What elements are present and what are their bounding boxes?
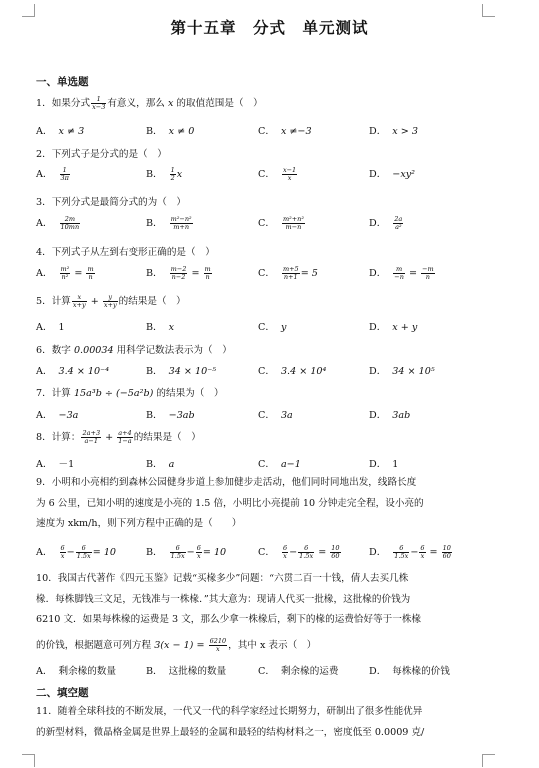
option-d[interactable]: D． 1: [369, 459, 399, 470]
option-a[interactable]: A． −3a: [36, 410, 79, 421]
option-c[interactable]: C． $\frac{x-1}{x}$: [258, 165, 297, 182]
option-a[interactable]: A． 1: [36, 322, 65, 333]
option-b[interactable]: B． $\frac{\text{m²−n²}}{m+n}$: [146, 214, 192, 231]
option-b[interactable]: B． 这批椽的数量: [146, 666, 227, 677]
option-a[interactable]: A． 剩余椽的数量: [36, 666, 117, 677]
option-d[interactable]: D． 3ab: [369, 410, 411, 421]
option-d[interactable]: D． x > 3: [369, 126, 418, 137]
question-9-options: [36, 544, 506, 564]
question-3: 3．下列分式是最简分式的为（ ）: [36, 197, 187, 208]
option-a[interactable]: A． $\frac{2m}{10mn}$: [36, 214, 80, 231]
question-4: 4．下列式子从左到右变形正确的是（ ）: [36, 247, 215, 258]
question-6-options: [36, 363, 506, 383]
question-5: 5．计算 $\frac{x}{x+y}$ + $\frac{y}{x+y}$ 的结果是（ ）: [36, 292, 186, 309]
option-c[interactable]: C． a−1: [258, 459, 301, 470]
option-d[interactable]: D． x + y: [369, 322, 418, 333]
option-d[interactable]: D． −xy²: [369, 169, 416, 180]
option-b[interactable]: B． $\frac{1}{2}$ x: [146, 165, 183, 182]
option-c[interactable]: C． 3a: [258, 410, 293, 421]
option-c[interactable]: C． $\frac{\text{m²+n²}}{m-n}$: [258, 214, 304, 231]
option-a[interactable]: A． $\frac{1}{3\pi}$: [36, 165, 69, 182]
option-a[interactable]: A． $\frac{\text{m²}}{\text{n²}}$ = $\frac{m}{n}$: [36, 264, 94, 281]
option-c[interactable]: C． x ≠−3: [258, 126, 312, 137]
option-c[interactable]: C． 剩余椽的运费: [258, 666, 339, 677]
question-8: 8．计算： $\frac{2a+3}{a-1}$ + $\frac{a+4}{1-a}$ 的结果是（ ）: [36, 428, 201, 445]
option-c[interactable]: C． 3.4 × 10⁴: [258, 366, 327, 377]
question-7-options: [36, 407, 506, 427]
crop-mark-bottom-left: [22, 754, 35, 767]
question-4-options: [36, 265, 506, 285]
section-heading-fill-blank: 二、填空题: [36, 687, 89, 699]
question-1-options: [36, 123, 506, 143]
option-d[interactable]: D． $\frac{6}{1.5x}$ − $\frac{6}{x}$ = $\frac{10}{60}$: [369, 543, 451, 560]
question-6: 6．数字 0.00034 用科学记数法表示为（ ）: [36, 345, 232, 356]
question-2-options: [36, 166, 506, 186]
option-d[interactable]: D． $\frac{2a}{\text{a²}}$: [369, 214, 403, 231]
question-10-options: [36, 663, 506, 683]
page-title: 第十五章 分式 单元测试: [170, 18, 369, 37]
section-heading-single-choice: 一、单选题: [36, 76, 89, 88]
option-b[interactable]: B． $\frac{m-2}{n-2}$ = $\frac{m}{n}$: [146, 264, 211, 281]
option-c[interactable]: C． $\frac{m+5}{n+1}$ = 5: [258, 264, 318, 281]
question-5-options: [36, 319, 506, 339]
option-b[interactable]: B． $\frac{6}{1.5x}$ − $\frac{6}{x}$ = 10: [146, 543, 227, 560]
question-10: 10．我国古代著作《四元玉鉴》记载“买椽多少”问题：“六贯二百一十钱，倩人去买几株 椽．每株脚钱三文足，无钱准与一株椽．”其大意为：现请人代买一批椽，这批椽的价钱为 6210 文．如果每株椽的运费是 3 文，那么少拿一株椽后，剩下的椽的运费恰好等于一株椽: [36, 573, 422, 625]
option-b[interactable]: B． 34 × 10⁻⁵: [146, 366, 217, 377]
option-b[interactable]: B． x ≠ 0: [146, 126, 195, 137]
option-b[interactable]: B． −3ab: [146, 410, 195, 421]
option-a[interactable]: A． －1: [36, 459, 75, 470]
option-b[interactable]: B． x: [146, 322, 175, 333]
option-c[interactable]: C． y: [258, 322, 287, 333]
option-d[interactable]: D． 34 × 10⁵: [369, 366, 435, 377]
option-a[interactable]: A． $\frac{6}{x}$ − $\frac{6}{1.5x}$ = 10: [36, 543, 117, 560]
option-a[interactable]: A． 3.4 × 10⁻⁴: [36, 366, 110, 377]
option-c[interactable]: C． $\frac{6}{x}$ − $\frac{6}{1.5x}$ = $\frac{10}{60}$: [258, 543, 340, 560]
question-2: 2．下列式子是分式的是（ ）: [36, 149, 167, 160]
option-b[interactable]: B． a: [146, 459, 175, 470]
question-3-options: [36, 215, 506, 235]
question-11: 11．随着全球科技的不断发展，一代又一代的科学家经过长期努力，研制出了很多性能优异 的新型材料，微晶格金属是世界上最轻的金属和最轻的结构材料之一，密度低至 0.0009 克/: [36, 706, 425, 738]
question-9: 9．小明和小亮相约到森林公园健身步道上参加健步走活动，他们同时同地出发，线路长度 为 6 公里，已知小明的速度是小亮的 1.5 倍，小明比小亮提前 10 分钟走完全程，设小亮的 速度为 xkm/h，则下列方程中正确的是（ ）: [36, 477, 424, 529]
crop-mark-bottom-right: [482, 754, 495, 767]
question-1: 1．如果分式 $\frac{1}{x-3}$ 有意义，那么 x 的取值范围是（ ）: [36, 94, 263, 111]
option-d[interactable]: D． $\frac{m}{-n}$ = $\frac{-m}{n}$: [369, 264, 434, 281]
question-10-last-line: 的价钱，根据题意可列方程 3(x − 1) = $\frac{6210}{x}$ ，其中 x 表示（ ）: [36, 636, 317, 653]
option-d[interactable]: D． 每株椽的价钱: [369, 666, 450, 677]
question-7: 7．计算 15a³b ÷ (−5a²b) 的结果为（ ）: [36, 388, 224, 399]
option-a[interactable]: A． x ≠ 3: [36, 126, 85, 137]
fraction: $\frac{1}{x-3}$: [92, 94, 106, 111]
